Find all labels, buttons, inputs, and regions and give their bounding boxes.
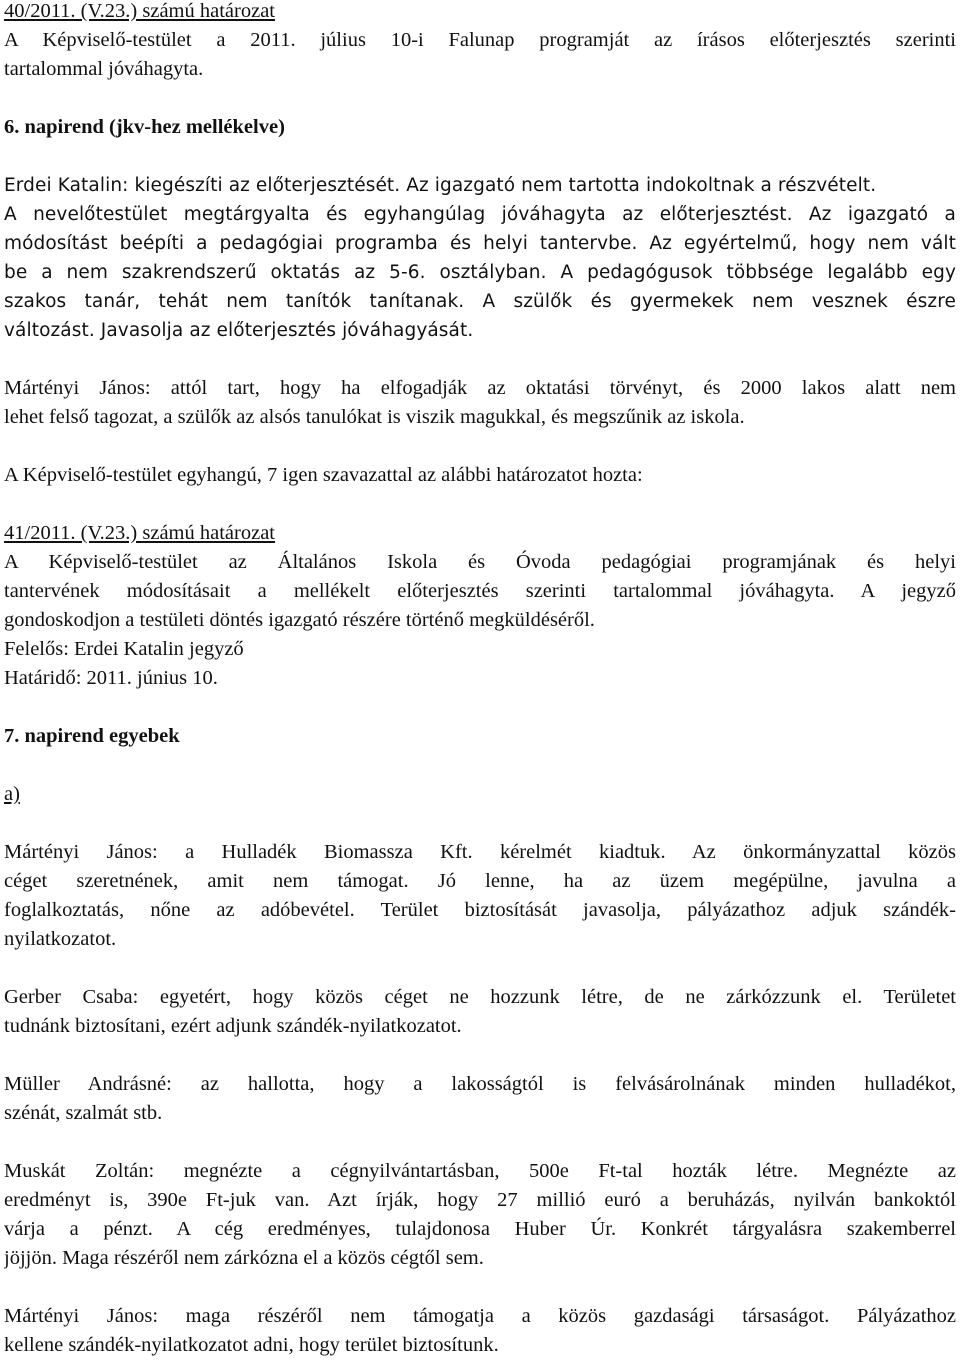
paragraph-gap [4,1273,956,1302]
document-page [4,0,956,1360]
section-a-label-text: a) [4,783,20,805]
agenda-6-heading-text: 6. napirend (jkv-hez mellékelve) [4,116,285,138]
paragraph-gap [4,142,956,171]
paragraph-gap [4,693,956,722]
paragraph-gap [4,809,956,838]
deadline-line-text: Határidő: 2011. június 10. [4,667,218,689]
paragraph-gap [4,345,956,374]
resolution-40-title-text: 40/2011. (V.23.) számú határozat [4,0,275,22]
paragraph-gap [4,1041,956,1070]
martenyi-1-l1-text: Mártényi János: attól tart, hogy ha elfogadják az oktatási törvényt, és 2000 lakos alatt nem [4,377,956,399]
resolution-40-l1-text: A Képviselő-testület a 2011. július 10-i Falunap programját az írásos előterjesztés szerinti [4,29,956,51]
erdei-p-l3-text: módosítást beépíti a pedagógiai programba és helyi tantervbe. Az egyértelmű, hogy nem vált [4,233,956,254]
martenyi-2-l2-text: céget szeretnének, amit nem támogat. Jó lenne, ha az üzem megépülne, javulna a [4,870,956,892]
erdei-p-l6-text: változást. Javasolja az előterjesztés jóváhagyását. [4,320,474,341]
erdei-p-l1-text: Erdei Katalin: kiegészíti az előterjesztését. Az igazgató nem tartotta indokoltnak a részvételt. [4,175,877,196]
muskat-l3-text: várja a pénzt. A cég eredményes, tulajdonosa Huber Úr. Konkrét tárgyalásra szakemberrel [4,1218,956,1240]
muller-l2-text: szénát, szalmát stb. [4,1102,163,1124]
vote-statement-text: A Képviselő-testület egyhangú, 7 igen szavazattal az alábbi határozatot hozta: [4,464,643,486]
martenyi-2-l4-text: nyilatkozatot. [4,928,117,950]
martenyi-3-l1-text: Mártényi János: maga részéről nem támogatja a közös gazdasági társaságot. Pályázathoz [4,1305,956,1327]
resolution-41-l3-text: gondoskodjon a testületi döntés igazgató részére történő megküldéséről. [4,609,595,631]
muller-l1-text: Müller Andrásné: az hallotta, hogy a lakosságtól is felvásárolnának minden hulladékot, [4,1073,956,1095]
martenyi-1-l2-text: lehet felső tagozat, a szülők az alsós tanulókat is viszik magukkal, és megszűnik az iskola. [4,406,745,428]
martenyi-2-l1-text: Mártényi János: a Hulladék Biomassza Kft. kérelmét kiadtuk. Az önkormányzattal közös [4,841,956,863]
paragraph-gap [4,1128,956,1157]
resolution-41-l1-text: A Képviselő-testület az Általános Iskola és Óvoda pedagógiai programjának és helyi [4,551,956,573]
erdei-p-l5-text: szakos tanár, tehát nem tanítók tanítanak. A szülők és gyermekek nem vesznek észre [4,291,956,312]
muskat-l1-text: Muskát Zoltán: megnézte a cégnyilvántartásban, 500e Ft-tal hozták létre. Megnézte az [4,1160,956,1182]
erdei-p-l4-text: be a nem szakrendszerű oktatás az 5-6. osztályban. A pedagógusok többsége legalább egy [4,262,956,283]
paragraph-gap [4,84,956,113]
martenyi-3-l2-text: kellene szándék-nyilatkozatot adni, hogy terület biztosítunk. [4,1334,499,1356]
resolution-40-l2-text: tartalommal jóváhagyta. [4,58,204,80]
muskat-l4-text: jöjjön. Maga részéről nem zárkózna el a közös cégtől sem. [4,1247,484,1269]
responsible-line-text: Felelős: Erdei Katalin jegyző [4,638,244,660]
muskat-l2-text: eredményt is, 390e Ft-juk van. Azt írják, hogy 27 millió euró a beruházás, nyilván bankoktól [4,1189,956,1211]
paragraph-gap [4,954,956,983]
gerber-l2-text: tudnánk biztosítani, ezért adjunk szándék-nyilatkozatot. [4,1015,462,1037]
resolution-41-l2-text: tantervének módosításait a mellékelt előterjesztés szerinti tartalommal jóváhagyta. A jegyző [4,580,956,602]
paragraph-gap [4,751,956,780]
erdei-p-l2-text: A nevelőtestület megtárgyalta és egyhangúlag jóváhagyta az előterjesztést. Az igazgató a [4,204,956,225]
paragraph-gap [4,432,956,461]
resolution-41-title-text: 41/2011. (V.23.) számú határozat [4,522,275,544]
gerber-l1-text: Gerber Csaba: egyetért, hogy közös céget ne hozzunk létre, de ne zárkózzunk el. Területet [4,986,956,1008]
martenyi-2-l3-text: foglalkoztatás, nőne az adóbevétel. Terület biztosítását javasolja, pályázathoz adjuk szándék- [4,899,956,921]
paragraph-gap [4,490,956,519]
agenda-7-heading-text: 7. napirend egyebek [4,725,180,747]
